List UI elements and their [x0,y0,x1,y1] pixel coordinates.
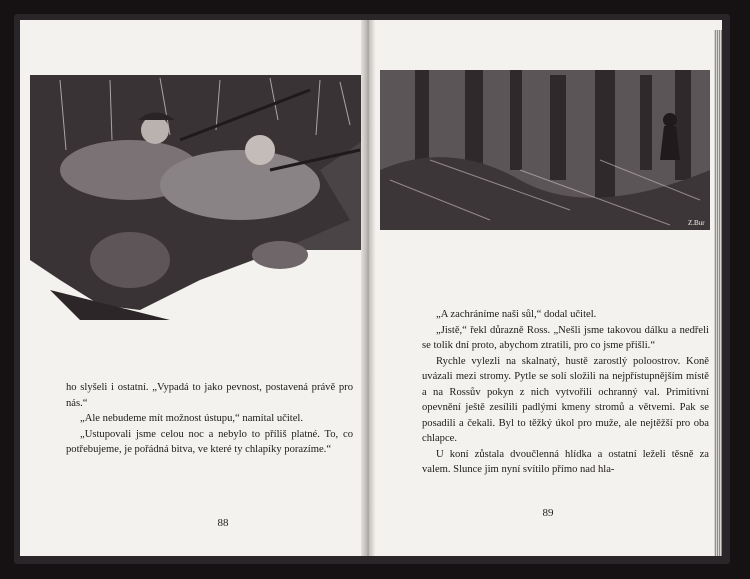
right-paragraph-1: „A zachráníme naši sůl,“ dodal učitel. [436,309,597,320]
page-number-left: 88 [217,517,229,529]
right-paragraph-3: Rychle vylezli na skalnatý, hustě zarostlý poloostrov. Koně uvázali mezi stromy. Pytle se solí složili na nejpřístupnějším místě a na Rossův pokyn z nich vytvořili ochranný val. Primitivní opevnění ještě zesílili padlými kmeny stromů a větvemi. Pak se posadili a čekali. Byl to těžký úkol pro muže, ale nejtěžší pro oba chlapce. [422,355,709,444]
illustration-signature: Z.Bur [688,219,705,227]
right-paragraph-2: „Jistě,“ řekl důrazně Ross. „Nešli jsme takovou dálku a nedřeli se tolik dní proto, abychom ztratili, pro co jsme přišli.“ [422,324,709,351]
open-book [14,14,730,564]
illustration-left-riflemen [20,20,368,320]
right-page [370,20,722,556]
left-paragraph-2: „Ale nebudeme mít možnost ústupu,“ namítal učitel. [80,413,304,424]
right-paragraph-4: U koní zůstala dvoučlenná hlídka a ostatní leželi těsně za valem. Slunce jim nyní svítilo přímo nad hla- [422,448,709,475]
left-paragraph-3: „Ustupovali jsme celou noc a nebylo to příliš platné. To, co potřebujeme, je pořádná bitva, ve které ty chlapíky porazíme.“ [66,428,353,455]
book-gutter [361,20,375,556]
left-paragraph-1: ho slyšeli i ostatní. „Vypadá to jako pevnost, postavená právě pro nás.“ [66,382,353,409]
page-edges [714,30,722,556]
illustration-right-forest [370,20,722,240]
page-number-right: 89 [542,507,554,519]
left-page-text [66,380,353,458]
right-page-text [422,307,709,478]
left-page [20,20,368,556]
